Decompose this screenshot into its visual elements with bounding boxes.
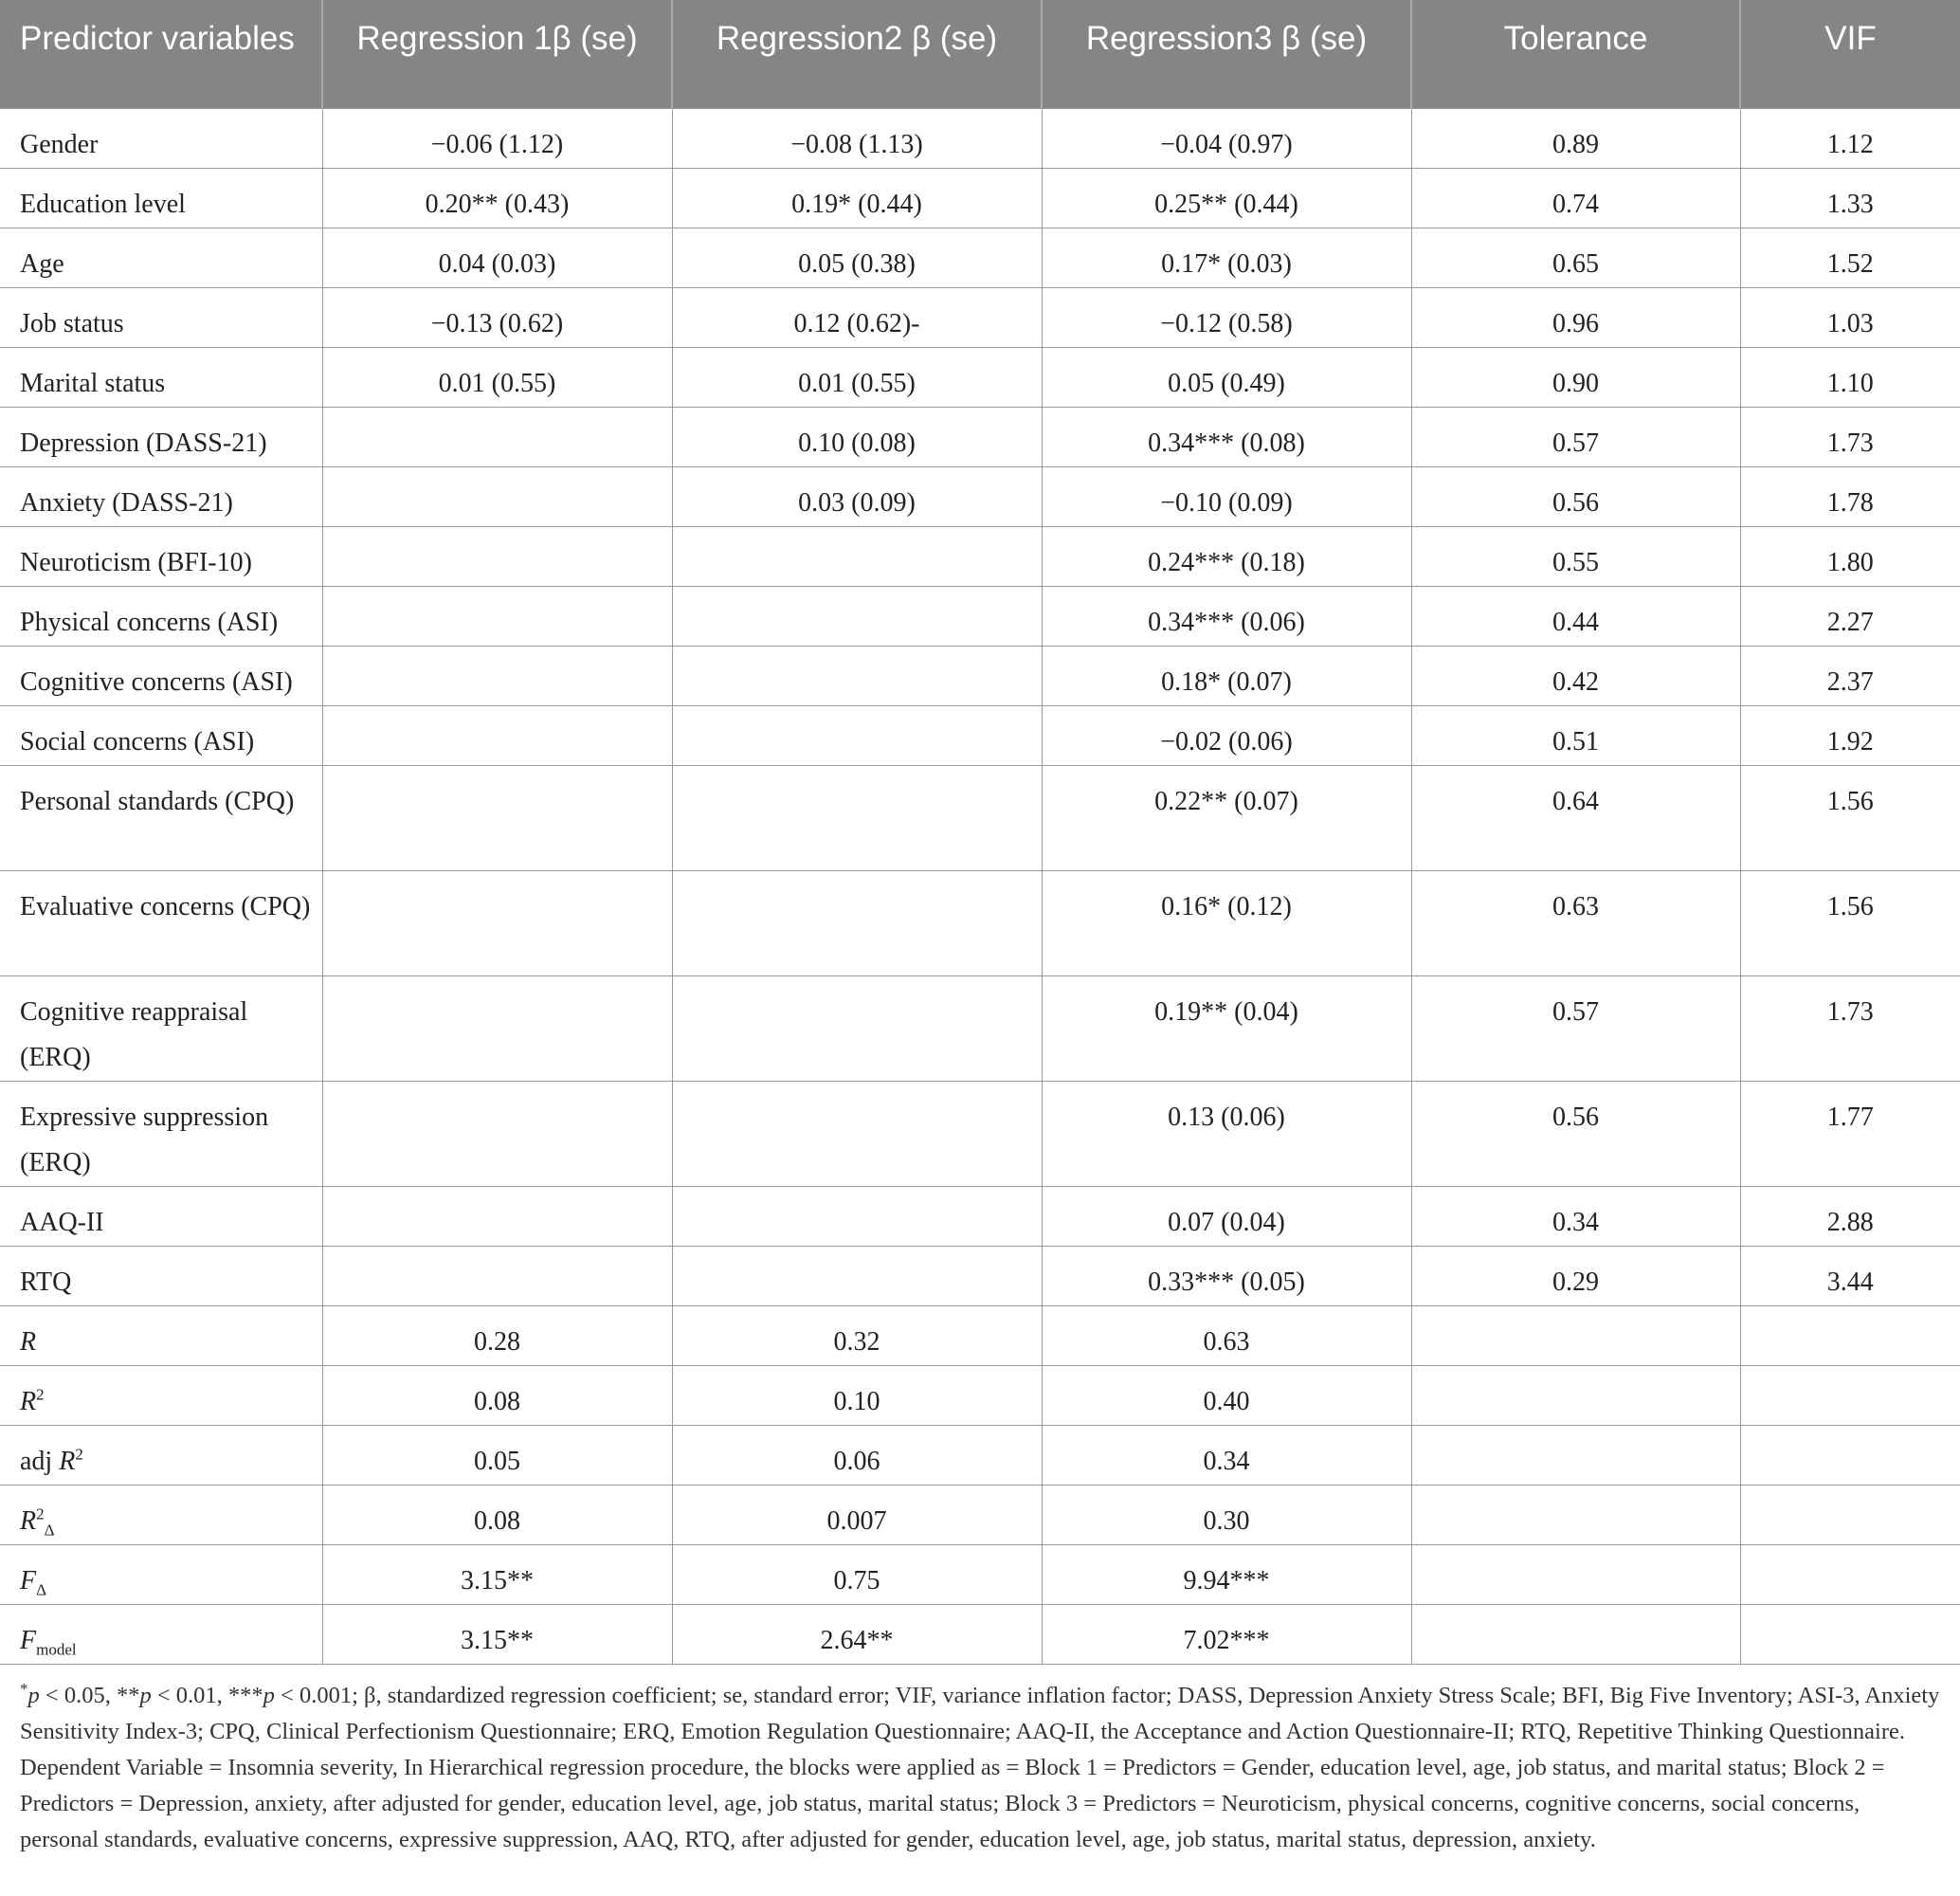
row-label: Personal standards (CPQ)	[0, 765, 322, 870]
cell-r2: 0.10 (0.08)	[672, 407, 1042, 466]
cell-r3: 0.24*** (0.18)	[1042, 526, 1411, 586]
cell-r2	[672, 1186, 1042, 1246]
cell-r2: 0.01 (0.55)	[672, 347, 1042, 407]
cell-r1: 0.08	[322, 1365, 672, 1425]
stat-row-r	[0, 1305, 1960, 1365]
stat-subscript: model	[36, 1640, 77, 1659]
cell-r3: 0.25** (0.44)	[1042, 168, 1411, 228]
cell-r1: −0.13 (0.62)	[322, 287, 672, 347]
cell-r3: 0.63	[1042, 1305, 1411, 1365]
cell-vif: 3.44	[1740, 1246, 1960, 1305]
cell-vif: 1.52	[1740, 228, 1960, 287]
stat-symbol: R	[20, 1505, 37, 1536]
cell-r1	[322, 870, 672, 975]
header-row	[0, 0, 1960, 108]
table-row	[0, 646, 1960, 705]
cell-r1	[322, 466, 672, 526]
cell-vif: 1.03	[1740, 287, 1960, 347]
stat-symbol: R	[20, 1326, 37, 1357]
cell-vif: 1.80	[1740, 526, 1960, 586]
cell-tolerance	[1411, 1305, 1740, 1365]
cell-vif: 2.88	[1740, 1186, 1960, 1246]
cell-vif: 1.10	[1740, 347, 1960, 407]
cell-tolerance: 0.55	[1411, 526, 1740, 586]
row-label: Evaluative concerns (CPQ)	[0, 870, 322, 975]
cell-r2: 0.19* (0.44)	[672, 168, 1042, 228]
cell-r1	[322, 526, 672, 586]
cell-r2	[672, 705, 1042, 765]
stat-row-r2	[0, 1365, 1960, 1425]
row-label: RTQ	[0, 1246, 322, 1305]
cell-vif	[1740, 1485, 1960, 1544]
cell-r1: 3.15**	[322, 1544, 672, 1604]
table-row	[0, 705, 1960, 765]
cell-tolerance: 0.56	[1411, 466, 1740, 526]
col-header-vif: VIF	[1740, 0, 1960, 108]
stat-symbol: R	[20, 1386, 37, 1416]
cell-r3: 0.19** (0.04)	[1042, 975, 1411, 1081]
cell-r2	[672, 526, 1042, 586]
cell-r2	[672, 765, 1042, 870]
cell-r3: −0.04 (0.97)	[1042, 108, 1411, 168]
cell-r2	[672, 975, 1042, 1081]
cell-tolerance	[1411, 1365, 1740, 1425]
cell-vif	[1740, 1544, 1960, 1604]
row-label: Cognitive concerns (ASI)	[0, 646, 322, 705]
cell-tolerance: 0.34	[1411, 1186, 1740, 1246]
table-row	[0, 975, 1960, 1081]
cell-r3: 0.22** (0.07)	[1042, 765, 1411, 870]
cell-r2: −0.08 (1.13)	[672, 108, 1042, 168]
col-header-regression2: Regression2 β (se)	[672, 0, 1042, 108]
cell-r3: 7.02***	[1042, 1604, 1411, 1664]
row-label: Marital status	[0, 347, 322, 407]
cell-r2: 0.10	[672, 1365, 1042, 1425]
table-row	[0, 1081, 1960, 1186]
row-label: Social concerns (ASI)	[0, 705, 322, 765]
cell-tolerance: 0.96	[1411, 287, 1740, 347]
stat-subscript: Δ	[44, 1521, 55, 1540]
stat-superscript: 2	[36, 1385, 45, 1404]
cell-r1	[322, 1081, 672, 1186]
cell-vif: 1.56	[1740, 765, 1960, 870]
footnote-p: p	[263, 1683, 275, 1708]
stat-row-r2-delta	[0, 1485, 1960, 1544]
cell-tolerance: 0.51	[1411, 705, 1740, 765]
cell-r2: 0.32	[672, 1305, 1042, 1365]
cell-vif: 2.27	[1740, 586, 1960, 646]
cell-tolerance: 0.89	[1411, 108, 1740, 168]
cell-r1	[322, 1246, 672, 1305]
cell-r1: 0.28	[322, 1305, 672, 1365]
cell-r1: 0.01 (0.55)	[322, 347, 672, 407]
cell-r2	[672, 586, 1042, 646]
table-row	[0, 228, 1960, 287]
table-footnote: *p < 0.05, **p < 0.01, ***p < 0.001; β, standardized regression coefficient; se, standard error; VIF, variance inflation factor; DASS, Depression Anxiety Stress Scale; BFI, Big Five Inventory; ASI-3, Anxiety Sensitivity Index-3; CPQ, Clinical Perfectionism Questionnaire; ERQ, Emotion Regulation Questionnaire; AAQ-II, the Acceptance and Action Questionnaire-II; RTQ, Repetitive Thinking Questionnaire. Dependent Variable = Insomnia severity, In Hierarchical regression procedure, the blocks were applied as = Block 1 = Predictors = Gender, education level, age, job status, and marital status; Block 2 = Predictors = Depression, anxiety, after adjusted for gender, education level, age, job status, marital status; Block 3 = Predictors = Neuroticism, physical concerns, cognitive concerns, social concerns, personal standards, evaluative concerns, expressive suppression, AAQ, RTQ, after adjusted for gender, education level, age, job status, marital status, depression, anxiety.	[20, 1679, 1940, 1852]
cell-vif: 1.73	[1740, 975, 1960, 1081]
cell-r2: 0.05 (0.38)	[672, 228, 1042, 287]
cell-r2	[672, 646, 1042, 705]
row-label: Cognitive reappraisal (ERQ)	[0, 975, 322, 1081]
cell-vif: 1.12	[1740, 108, 1960, 168]
cell-r2: 0.75	[672, 1544, 1042, 1604]
row-label: Gender	[0, 108, 322, 168]
row-label: Physical concerns (ASI)	[0, 586, 322, 646]
cell-r1: 0.08	[322, 1485, 672, 1544]
cell-tolerance	[1411, 1604, 1740, 1664]
row-label: Neuroticism (BFI-10)	[0, 526, 322, 586]
cell-r3: 0.13 (0.06)	[1042, 1081, 1411, 1186]
stat-prefix: adj	[20, 1446, 60, 1476]
col-header-regression1: Regression 1β (se)	[322, 0, 672, 108]
cell-vif: 1.77	[1740, 1081, 1960, 1186]
cell-r2	[672, 1081, 1042, 1186]
cell-tolerance: 0.44	[1411, 586, 1740, 646]
stat-symbol: R	[59, 1446, 76, 1476]
col-header-regression3: Regression3 β (se)	[1042, 0, 1411, 108]
footnote-text: < 0.05, **	[39, 1683, 140, 1708]
stat-label-f-delta	[0, 1544, 322, 1604]
cell-r1: −0.06 (1.12)	[322, 108, 672, 168]
cell-tolerance	[1411, 1425, 1740, 1485]
stat-subscript: Δ	[36, 1580, 47, 1599]
footnote-text: < 0.01, ***	[151, 1683, 263, 1708]
table-row	[0, 108, 1960, 168]
row-label: Anxiety (DASS-21)	[0, 466, 322, 526]
cell-r1: 0.20** (0.43)	[322, 168, 672, 228]
cell-r3: 0.07 (0.04)	[1042, 1186, 1411, 1246]
row-label: Job status	[0, 287, 322, 347]
cell-r3: −0.10 (0.09)	[1042, 466, 1411, 526]
cell-tolerance: 0.65	[1411, 228, 1740, 287]
cell-r3: 9.94***	[1042, 1544, 1411, 1604]
cell-r2	[672, 870, 1042, 975]
cell-r3: −0.12 (0.58)	[1042, 287, 1411, 347]
col-header-tolerance: Tolerance	[1411, 0, 1740, 108]
stat-row-f-delta	[0, 1544, 1960, 1604]
cell-r2: 0.007	[672, 1485, 1042, 1544]
row-label: Education level	[0, 168, 322, 228]
cell-r3: 0.40	[1042, 1365, 1411, 1425]
cell-r2: 2.64**	[672, 1604, 1042, 1664]
table-row	[0, 586, 1960, 646]
footnote-text: < 0.001; β, standardized regression coefficient; se, standard error; VIF, variance inflation factor; DASS, Depression Anxiety Stress Scale; BFI, Big Five Inventory; ASI-3, Anxiety Sensitivity Index-3; CPQ, Clinical Perfectionism Questionnaire; ERQ, Emotion Regulation Questionnaire; AAQ-II, the Acceptance and Action Questionnaire-II; RTQ, Repetitive Thinking Questionnaire. Dependent Variable = Insomnia severity, In Hierarchical regression procedure, the blocks were applied as = Block 1 = Predictors = Gender, education level, age, job status, and marital status; Block 2 = Predictors = Depression, anxiety, after adjusted for gender, education level, age, job status, marital status; Block 3 = Predictors = Neuroticism, physical concerns, cognitive concerns, social concerns, personal standards, evaluative concerns, expressive suppression, AAQ, RTQ, after adjusted for gender, education level, age, job status, marital status, depression, anxiety.	[20, 1683, 1940, 1852]
cell-tolerance: 0.42	[1411, 646, 1740, 705]
table-row	[0, 407, 1960, 466]
stat-row-f-model	[0, 1604, 1960, 1664]
cell-vif: 1.78	[1740, 466, 1960, 526]
stat-superscript: 2	[75, 1445, 83, 1464]
row-label: AAQ-II	[0, 1186, 322, 1246]
cell-r1	[322, 705, 672, 765]
cell-vif: 1.56	[1740, 870, 1960, 975]
stat-symbol: F	[20, 1565, 37, 1595]
cell-tolerance: 0.57	[1411, 407, 1740, 466]
cell-r1: 3.15**	[322, 1604, 672, 1664]
cell-r1: 0.05	[322, 1425, 672, 1485]
cell-r3: 0.34*** (0.08)	[1042, 407, 1411, 466]
cell-r3: 0.17* (0.03)	[1042, 228, 1411, 287]
cell-r3: 0.34	[1042, 1425, 1411, 1485]
stat-symbol: F	[20, 1625, 37, 1655]
cell-r2: 0.06	[672, 1425, 1042, 1485]
cell-r1	[322, 407, 672, 466]
row-label: Age	[0, 228, 322, 287]
cell-r2: 0.12 (0.62)-	[672, 287, 1042, 347]
cell-tolerance: 0.74	[1411, 168, 1740, 228]
table-row	[0, 870, 1960, 975]
footnote-p: p	[27, 1683, 40, 1708]
cell-r2	[672, 1246, 1042, 1305]
row-label: Expressive suppression (ERQ)	[0, 1081, 322, 1186]
stat-label-r2	[0, 1365, 322, 1425]
stat-superscript: 2	[36, 1504, 45, 1523]
cell-tolerance: 0.57	[1411, 975, 1740, 1081]
table-row	[0, 466, 1960, 526]
stat-row-adj-r2	[0, 1425, 1960, 1485]
stat-label-r	[0, 1305, 322, 1365]
table-row	[0, 1186, 1960, 1246]
col-header-predictor: Predictor variables	[0, 0, 322, 108]
table-row	[0, 347, 1960, 407]
table-row	[0, 526, 1960, 586]
cell-r1	[322, 765, 672, 870]
cell-r3: 0.30	[1042, 1485, 1411, 1544]
cell-vif: 2.37	[1740, 646, 1960, 705]
cell-vif: 1.33	[1740, 168, 1960, 228]
cell-vif	[1740, 1365, 1960, 1425]
table-row	[0, 168, 1960, 228]
cell-vif: 1.73	[1740, 407, 1960, 466]
cell-r3: 0.16* (0.12)	[1042, 870, 1411, 975]
cell-r1	[322, 975, 672, 1081]
table-row	[0, 287, 1960, 347]
stat-label-adj-r2	[0, 1425, 322, 1485]
cell-r1: 0.04 (0.03)	[322, 228, 672, 287]
cell-r3: −0.02 (0.06)	[1042, 705, 1411, 765]
cell-tolerance: 0.90	[1411, 347, 1740, 407]
cell-r1	[322, 646, 672, 705]
cell-r1	[322, 586, 672, 646]
cell-r3: 0.05 (0.49)	[1042, 347, 1411, 407]
cell-r2: 0.03 (0.09)	[672, 466, 1042, 526]
cell-tolerance: 0.64	[1411, 765, 1740, 870]
stat-label-r2-delta	[0, 1485, 322, 1544]
cell-r3: 0.33*** (0.05)	[1042, 1246, 1411, 1305]
cell-vif	[1740, 1604, 1960, 1664]
cell-tolerance: 0.56	[1411, 1081, 1740, 1186]
cell-vif	[1740, 1425, 1960, 1485]
cell-tolerance	[1411, 1544, 1740, 1604]
table-row	[0, 1246, 1960, 1305]
cell-r3: 0.34*** (0.06)	[1042, 586, 1411, 646]
cell-tolerance	[1411, 1485, 1740, 1544]
cell-tolerance: 0.63	[1411, 870, 1740, 975]
cell-vif: 1.92	[1740, 705, 1960, 765]
cell-r3: 0.18* (0.07)	[1042, 646, 1411, 705]
cell-r1	[322, 1186, 672, 1246]
footnote-p: p	[139, 1683, 152, 1708]
table-row	[0, 765, 1960, 870]
cell-vif	[1740, 1305, 1960, 1365]
row-label: Depression (DASS-21)	[0, 407, 322, 466]
cell-tolerance: 0.29	[1411, 1246, 1740, 1305]
stat-label-f-model	[0, 1604, 322, 1664]
